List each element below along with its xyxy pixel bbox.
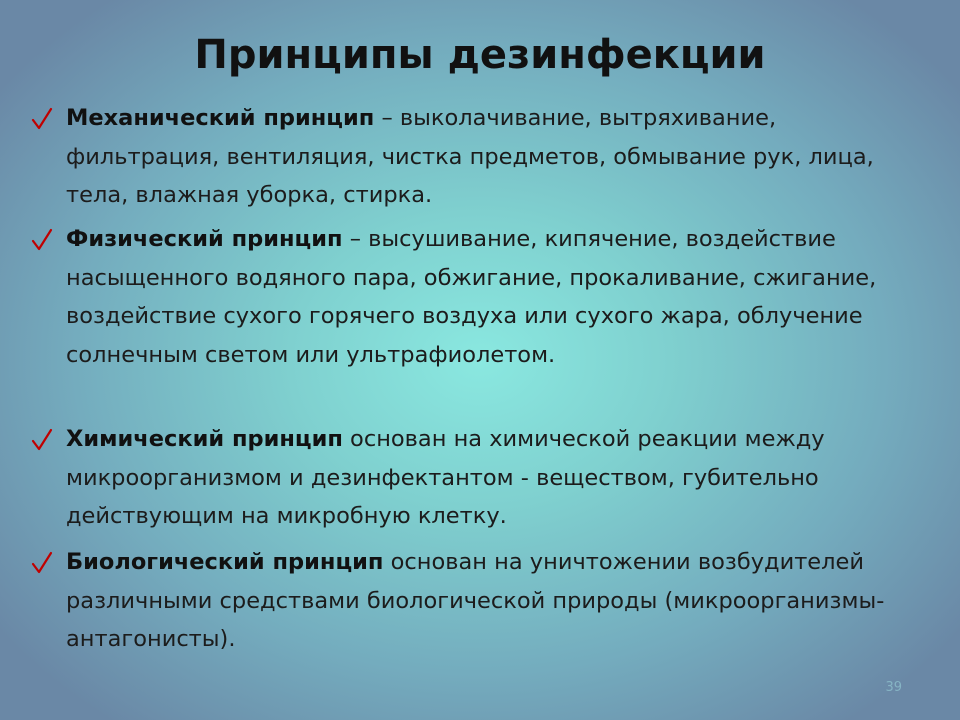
bullet-term: Физический принцип xyxy=(66,226,343,252)
bullet-item-mechanical xyxy=(66,99,932,215)
bullet-item-chemical xyxy=(66,420,932,536)
bullet-text: основан на химической реакции между микроорганизмом и дезинфектантом - веществом, губительно действующим на микробную клетку. xyxy=(66,426,825,530)
check-mark-icon xyxy=(30,220,54,258)
check-mark-icon xyxy=(30,420,54,458)
bullet-text: основан на уничтожении возбудителей различными средствами биологической природы (микроорганизмы-антагонисты). xyxy=(66,549,885,653)
bullet-text: – высушивание, кипячение, воздействие насыщенного водяного пара, обжигание, прокаливание, сжигание, воздействие сухого горячего воздуха или сухого жара, облучение солнечным светом или ультрафиолетом. xyxy=(66,226,877,369)
bullet-item-physical xyxy=(66,220,932,375)
bullet-item-biological xyxy=(66,543,932,659)
bullet-term: Химический принцип xyxy=(66,426,343,452)
check-mark-icon xyxy=(30,99,54,137)
slide-title: Принципы дезинфекции xyxy=(194,32,766,78)
check-mark-icon xyxy=(30,543,54,581)
bullet-term: Механический принцип xyxy=(66,105,375,131)
page-number: 39 xyxy=(885,680,902,695)
bullet-text: – выколачивание, вытряхивание, фильтрация, вентиляция, чистка предметов, обмывание рук, лица, тела, влажная уборка, стирка. xyxy=(66,105,874,209)
bullet-term: Биологический принцип xyxy=(66,549,384,575)
